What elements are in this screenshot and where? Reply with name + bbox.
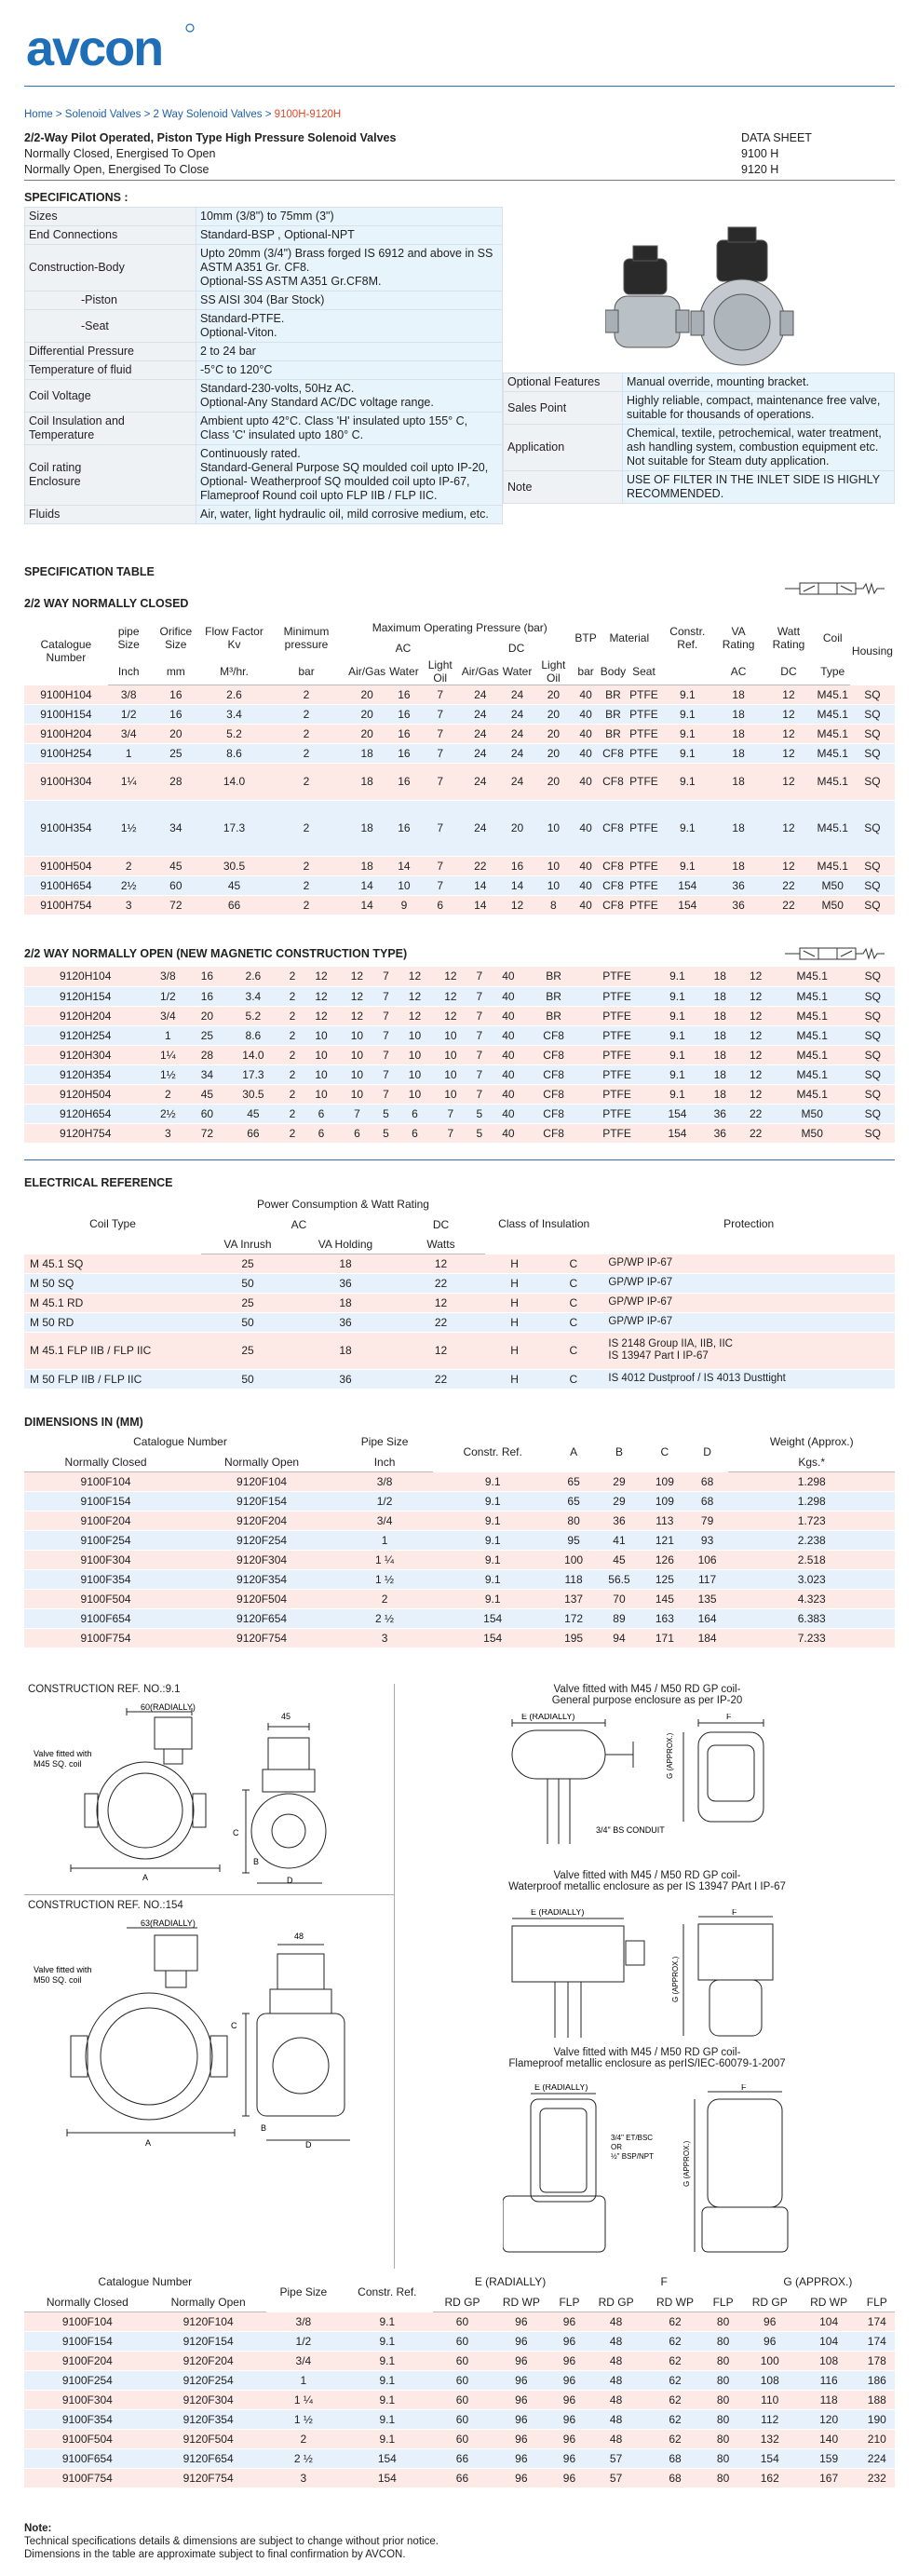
gp-g-approx: G (APPROX.) bbox=[666, 1732, 674, 1779]
fp-g-approx: G (APPROX.) bbox=[682, 2140, 691, 2187]
spec-key: Sizes bbox=[25, 208, 196, 226]
spec-key: Application bbox=[504, 425, 623, 471]
table-row: 9100H754 3 72 66 2 14 9 6 14 12 8 40 CF8 PTFE 154 36 22 M50 SQ bbox=[24, 895, 895, 915]
valve-fitted-m45-coil: M45 SQ. coil bbox=[34, 1759, 82, 1769]
spec-value: Manual override, mounting bracket. bbox=[623, 373, 895, 392]
spec-row bbox=[25, 380, 503, 413]
table-row: 9100H504 2 45 30.5 2 18 14 7 22 16 10 40 CF8 PTFE 9.1 18 12 M45.1 SQ bbox=[24, 856, 895, 875]
normally-open-table bbox=[24, 967, 895, 1144]
breadcrumb-two-way[interactable]: 2 Way Solenoid Valves bbox=[153, 109, 263, 120]
breadcrumb-home[interactable]: Home bbox=[24, 109, 53, 120]
header-divider bbox=[24, 86, 895, 87]
no-valve-symbol-icon bbox=[783, 944, 895, 963]
spec-value: 10mm (3/8") to 75mm (3") bbox=[196, 208, 503, 226]
spec-value: Chemical, textile, petrochemical, water treatment, ash handling system, combustion equipment etc. Not suitable for Steam duty application. bbox=[623, 425, 895, 471]
nc-heading: 2/2 WAY NORMALLY CLOSED bbox=[24, 597, 189, 610]
dimensions-table: Catalogue Number Pipe Size Constr. Ref. A B C D Weight (Approx.) Normally Closed Normally Open Inch Kgs.* 9100F104 9120F104 3/8 9.1 65 29 109 68 1.298 9100F154 9120F154 1/2 9.1 65 29 109 68 1.298 9100F204 9120F204 3/4 9.1 80 36 113 79 1.723 9100F254 9120F254 1 9.1 95 41 121 93 2.238 9100F304 9120F304 1 ¼ 9.1 100 45 126 106 2.518 9100F354 9120F354 1 ½ 9.1 118 56.5 125 117 3.023 9100F504 9120F504 2 9.1 137 70 145 135 4.323 9100F654 9120F654 2 ½ 154 172 89 163 164 6.383 9100F754 9120F754 3 154 195 94 171 184 7.233 bbox=[24, 1432, 895, 1648]
table-row: 9100H204 3/4 20 5.2 2 20 16 7 24 24 20 40 BR PTFE 9.1 18 12 M45.1 SQ bbox=[24, 724, 895, 743]
spec-value: Upto 20mm (3/4") Brass forged IS 6912 and above in SS ASTM A351 Gr. CF8. Optional-SS ASTM A351 Gr.CF8M. bbox=[196, 245, 503, 291]
spec-key: Coil Insulation and Temperature bbox=[25, 413, 196, 445]
table-row: 9100F254 9120F254 1 9.1 60 96 96 48 62 80 108 116 186 bbox=[24, 2370, 895, 2390]
spec-key: Fluids bbox=[25, 506, 196, 524]
spec-key: -Seat bbox=[25, 310, 196, 343]
gp-coil-title: Valve fitted with M45 / M50 RD GP coil- General purpose enclosure as per IP-20 bbox=[551, 1684, 743, 1706]
valve-fitted-m50: Valve fitted with bbox=[34, 1965, 92, 1974]
spec-value: -5°C to 120°C bbox=[196, 361, 503, 380]
spec-key: Temperature of fluid bbox=[25, 361, 196, 380]
table-row: M 50 FLP IIB / FLP IIC 50 36 22 H C IS 4012 Dustproof / IS 4013 Dusttight bbox=[24, 1369, 895, 1389]
table-row: M 50 RD 50 36 22 H C GP/WP IP-67 bbox=[24, 1312, 895, 1332]
fp-bsp: ½" BSP/NPT bbox=[611, 2152, 654, 2161]
spec-value: Standard-PTFE. Optional-Viton. bbox=[196, 310, 503, 343]
gp-e-radially: E (RADIALLY) bbox=[521, 1714, 575, 1721]
gp-conduit: 3/4" BS CONDUIT bbox=[596, 1825, 665, 1835]
valve-fitted-m45: Valve fitted with bbox=[34, 1749, 92, 1758]
spec-key: Differential Pressure bbox=[25, 343, 196, 361]
dim-63-radially: 63(RADIALLY) bbox=[141, 1918, 196, 1928]
spec-row bbox=[25, 310, 503, 343]
table-row: 9100F654 9120F654 2 ½ 154 66 96 96 57 68 80 154 159 224 bbox=[24, 2448, 895, 2468]
spec-extra-row bbox=[504, 373, 895, 392]
dim-b-154: B bbox=[261, 2123, 267, 2133]
table-row: 9100F104 9120F104 3/8 9.1 60 96 96 48 62 80 96 104 174 bbox=[24, 2312, 895, 2331]
dim-c-91: C bbox=[233, 1828, 239, 1837]
table-row: 9100F204 9120F204 3/4 9.1 60 96 96 48 62 80 100 108 178 bbox=[24, 2351, 895, 2370]
rd-dimensions-table: Catalogue Number Pipe Size Constr. Ref. E (RADIALLY) F G (APPROX.) Normally Closed Normally Open RD GP RD WP FLP RD GP RD WP FLP RD GP RD WP FLP 9100F104 9120F104 3/8 9.1 60 96 96 48 62 80 96 104 174 9100F154 9120F154 1/2 9.1 60 96 96 48 62 80 96 104 174 9100F204 9120F204 3/4 9.1 60 96 96 48 62 80 100 108 178 9100F254 9120F254 1 9.1 60 96 96 48 62 80 108 116 186 9100F304 9120F304 1 ¼ 9.1 60 96 96 48 62 80 110 118 188 9100F354 9120F354 1 ½ 9.1 60 96 96 48 62 80 112 120 190 9100F504 9120F504 2 9.1 60 96 96 48 62 80 132 140 210 9100F654 9120F654 2 ½ 154 66 96 96 57 68 80 154 159 224 9100F754 9120F754 3 154 66 96 96 57 68 80 162 167 232 bbox=[24, 2272, 895, 2488]
table-row: 9100F354 9120F354 1 ½ 9.1 118 56.5 125 117 3.023 bbox=[24, 1569, 895, 1589]
spec-key: Sales Point bbox=[504, 392, 623, 425]
spec-value: 2 to 24 bar bbox=[196, 343, 503, 361]
table-row: 9100F504 9120F504 2 9.1 60 96 96 48 62 80 132 140 210 bbox=[24, 2429, 895, 2448]
dim-45: 45 bbox=[281, 1712, 291, 1721]
table-row: 9100F754 9120F754 3 154 195 94 171 184 7.233 bbox=[24, 1628, 895, 1647]
spec-value: Highly reliable, compact, maintenance free valve, suitable for thousands of operations. bbox=[623, 392, 895, 425]
gp-f: F bbox=[726, 1714, 732, 1721]
table-row: M 45.1 RD 25 18 12 H C GP/WP IP-67 bbox=[24, 1293, 895, 1312]
fp-et: 3/4" ET/BSC bbox=[611, 2134, 654, 2142]
spec-value: Standard-230-volts, 50Hz AC. Optional-Any Standard AC/DC voltage range. bbox=[196, 380, 503, 413]
fp-or: OR bbox=[611, 2143, 622, 2151]
breadcrumb-solenoid[interactable]: Solenoid Valves bbox=[64, 109, 142, 120]
table-row: 9100F104 9120F104 3/8 9.1 65 29 109 68 1.298 bbox=[24, 1471, 895, 1491]
fp-e-radially: E (RADIALLY) bbox=[534, 2084, 588, 2092]
dim-48: 48 bbox=[294, 1932, 304, 1941]
spec-heading: SPECIFICATIONS : bbox=[24, 191, 128, 204]
valve-fitted-m50-coil: M50 SQ. coil bbox=[34, 1975, 82, 1985]
table-row: 9100F304 9120F304 1 ¼ 9.1 100 45 126 106 2.518 bbox=[24, 1550, 895, 1569]
wp-e-radially: E (RADIALLY) bbox=[531, 1909, 585, 1917]
construction-ref-154: CONSTRUCTION REF. NO.:154 bbox=[28, 1900, 183, 1911]
wp-f: F bbox=[732, 1909, 737, 1917]
fp-coil-title: Valve fitted with M45 / M50 RD GP coil- Flameproof metallic enclosure as perIS/IEC-60079-1-2007 bbox=[508, 2047, 786, 2069]
table-row: 9120H304 1¼ 28 14.0 2 10 10 7 10 10 7 40 CF8 PTFE 9.1 18 12 M45.1 SQ bbox=[24, 1045, 895, 1064]
specifications-table bbox=[24, 207, 503, 524]
valve-product-photo bbox=[605, 222, 810, 371]
spec-extra-row bbox=[504, 392, 895, 425]
spec-table-heading: SPECIFICATION TABLE bbox=[24, 565, 155, 578]
table-row: 9120H154 1/2 16 3.4 2 12 12 7 12 12 7 40 BR PTFE 9.1 18 12 M45.1 SQ bbox=[24, 986, 895, 1006]
spec-row bbox=[25, 361, 503, 380]
fp-enclosure-drawing bbox=[503, 2084, 801, 2271]
spec-row bbox=[25, 208, 503, 226]
table-row: 9100F154 9120F154 1/2 9.1 65 29 109 68 1.298 bbox=[24, 1491, 895, 1511]
spec-value: Ambient upto 42°C. Class 'H' insulated upto 155° C, Class 'C' insulated upto 180° C. bbox=[196, 413, 503, 445]
table-row: 9100H154 1/2 16 3.4 2 20 16 7 24 24 20 40 BR PTFE 9.1 18 12 M45.1 SQ bbox=[24, 704, 895, 724]
spec-row bbox=[25, 413, 503, 445]
construction-ref-91: CONSTRUCTION REF. NO.:9.1 bbox=[28, 1684, 181, 1695]
datasheet-label: DATA SHEET bbox=[741, 131, 812, 144]
dim-b-91: B bbox=[253, 1857, 260, 1866]
construction-154-drawing bbox=[34, 1917, 387, 2149]
elec-heading: ELECTRICAL REFERENCE bbox=[24, 1176, 173, 1189]
dim-c-154: C bbox=[231, 2021, 237, 2030]
table-row: 9100F204 9120F204 3/4 9.1 80 36 113 79 1.723 bbox=[24, 1511, 895, 1530]
table-row: M 45.1 SQ 25 18 12 H C GP/WP IP-67 bbox=[24, 1254, 895, 1273]
table-row: 9100H254 1 25 8.6 2 18 16 7 24 24 20 40 CF8 PTFE 9.1 18 12 M45.1 SQ bbox=[24, 743, 895, 763]
table-row: 9100F154 9120F154 1/2 9.1 60 96 96 48 62 80 96 104 174 bbox=[24, 2331, 895, 2351]
table-row: 9100F654 9120F654 2 ½ 154 172 89 163 164 6.383 bbox=[24, 1608, 895, 1628]
table-row: 9120H104 3/8 16 2.6 2 12 12 7 12 12 7 40 BR PTFE 9.1 18 12 M45.1 SQ bbox=[24, 967, 895, 986]
spec-extra-row bbox=[504, 471, 895, 504]
fp-f: F bbox=[741, 2084, 747, 2092]
nc-subtitle: Normally Closed, Energised To Open bbox=[24, 147, 216, 160]
spec-row bbox=[25, 445, 503, 506]
spec-key: Coil Voltage bbox=[25, 380, 196, 413]
dim-d-91: D bbox=[287, 1876, 293, 1885]
dim-a-91: A bbox=[142, 1873, 149, 1882]
spec-key: Construction-Body bbox=[25, 245, 196, 291]
table-row: 9100F354 9120F354 1 ½ 9.1 60 96 96 48 62 80 112 120 190 bbox=[24, 2409, 895, 2429]
dim-60-radially: 60(RADIALLY) bbox=[141, 1702, 196, 1712]
table-row: 9120H204 3/4 20 5.2 2 12 12 7 12 12 7 40 BR PTFE 9.1 18 12 M45.1 SQ bbox=[24, 1006, 895, 1025]
spec-key: -Piston bbox=[25, 291, 196, 310]
table-row: 9100H354 1½ 34 17.3 2 18 16 7 24 20 10 40 CF8 PTFE 9.1 18 12 M45.1 SQ bbox=[24, 800, 895, 856]
specifications-extra-table bbox=[503, 373, 895, 504]
spec-key: Coil rating Enclosure bbox=[25, 445, 196, 506]
no-heading: 2/2 WAY NORMALLY OPEN (NEW MAGNETIC CONSTRUCTION TYPE) bbox=[24, 947, 408, 960]
spec-key: Note bbox=[504, 471, 623, 504]
breadcrumb: Home > Solenoid Valves > 2 Way Solenoid Valves > 9100H-9120H bbox=[24, 109, 342, 120]
table-row: 9100F254 9120F254 1 9.1 95 41 121 93 2.238 bbox=[24, 1530, 895, 1550]
page-title: 2/2-Way Pilot Operated, Piston Type High Pressure Solenoid Valves bbox=[24, 131, 397, 144]
spec-row bbox=[25, 506, 503, 524]
table-row: 9100H654 2½ 60 45 2 14 10 7 14 14 10 40 CF8 PTFE 154 36 22 M50 SQ bbox=[24, 875, 895, 895]
table-row: 9120H254 1 25 8.6 2 10 10 7 10 10 7 40 CF8 PTFE 9.1 18 12 M45.1 SQ bbox=[24, 1025, 895, 1045]
spec-value: Air, water, light hydraulic oil, mild corrosive medium, etc. bbox=[196, 506, 503, 524]
title-block bbox=[24, 130, 895, 178]
spec-value: SS AISI 304 (Bar Stock) bbox=[196, 291, 503, 310]
spec-key: End Connections bbox=[25, 226, 196, 245]
table-row: 9120H754 3 72 66 2 6 6 5 6 7 5 40 CF8 PTFE 154 36 22 M50 SQ bbox=[24, 1123, 895, 1143]
spec-value: USE OF FILTER IN THE INLET SIDE IS HIGHLY RECOMMENDED. bbox=[623, 471, 895, 504]
avcon-logo bbox=[24, 19, 201, 76]
table-row: 9100H104 3/8 16 2.6 2 20 16 7 24 24 20 40 BR PTFE 9.1 18 12 M45.1 SQ bbox=[24, 685, 895, 704]
no-subtitle: Normally Open, Energised To Close bbox=[24, 163, 209, 176]
breadcrumb-current: 9100H-9120H bbox=[274, 109, 342, 120]
spec-extra-row bbox=[504, 425, 895, 471]
wp-g-approx: G (APPROX.) bbox=[671, 1956, 680, 2002]
construction-91-drawing bbox=[34, 1701, 387, 1887]
spec-row bbox=[25, 226, 503, 245]
table-row: 9120H354 1½ 34 17.3 2 10 10 7 10 10 7 40 CF8 PTFE 9.1 18 12 M45.1 SQ bbox=[24, 1064, 895, 1084]
table-row: 9100F504 9120F504 2 9.1 137 70 145 135 4.323 bbox=[24, 1589, 895, 1608]
table-row: 9100F304 9120F304 1 ¼ 9.1 60 96 96 48 62 80 110 118 188 bbox=[24, 2390, 895, 2409]
table-row: 9100F754 9120F754 3 154 66 96 96 57 68 80 162 167 232 bbox=[24, 2468, 895, 2488]
table-row: 9100H304 1¼ 28 14.0 2 18 16 7 24 24 20 40 CF8 PTFE 9.1 18 12 M45.1 SQ bbox=[24, 763, 895, 800]
dim-heading: DIMENSIONS IN (MM) bbox=[24, 1416, 143, 1429]
spec-value: Standard-BSP , Optional-NPT bbox=[196, 226, 503, 245]
dim-d-154: D bbox=[305, 2140, 312, 2149]
normally-closed-table: Catalogue Number pipe Size Orifice Size Flow Factor Kv Minimum pressure Maximum Operating Pressure (bar) BTP Material Constr. Ref. VA Rating Watt Rating Coil Housing AC DC Inch mm M³/hr. bar Air/Gas Water Light Oil Air/Gas Water Light Oil bar Body Seat AC DC Type 9100H104 3/8 16 2.6 2 20 16 7 24 24 20 40 BR PTFE 9.1 18 12 M45.1 SQ 9100H154 1/2 16 3.4 2 20 16 7 24 24 20 40 BR PTFE 9.1 18 12 M45.1 SQ 9100H204 3/4 20 5.2 2 20 16 7 24 24 20 40 BR PTFE 9.1 18 12 M45.1 SQ 9100H254 1 25 8.6 2 18 16 7 24 24 20 40 CF8 PTFE 9.1 18 12 M45.1 SQ 9100H304 1¼ 28 14.0 2 18 16 7 24 24 20 40 CF8 PTFE 9.1 18 12 M45.1 SQ 9100H354 1½ 34 17.3 2 18 16 7 24 20 10 40 CF8 PTFE 9.1 18 12 M45.1 SQ 9100H504 2 45 30.5 2 18 14 7 22 16 10 40 CF8 PTFE 9.1 18 12 M45.1 SQ 9100H654 2½ 60 45 2 14 10 7 14 14 10 40 CF8 PTFE 154 36 22 M50 SQ 9100H754 3 72 66 2 14 9 6 14 12 8 40 CF8 PTFE 154 36 22 M50 SQ bbox=[24, 618, 895, 915]
spec-row bbox=[25, 343, 503, 361]
table-row: 9120H504 2 45 30.5 2 10 10 7 10 10 7 40 CF8 PTFE 9.1 18 12 M45.1 SQ bbox=[24, 1084, 895, 1104]
nc-series: 9100 H bbox=[741, 147, 779, 160]
spec-row bbox=[25, 245, 503, 291]
spec-value: Continuously rated. Standard-General Purpose SQ moulded coil upto IP-20, Optional- Weatherproof SQ moulded coil upto IP-67, Flameproof Round coil upto FLP IIB / FLP IIC. bbox=[196, 445, 503, 506]
footer-note: Note: Technical specifications details & dimensions are subject to change without prior notice. Dimensions in the table are approximate subject to final confirmation by AVCON. bbox=[24, 2523, 439, 2560]
table-row: M 50 SQ 50 36 22 H C GP/WP IP-67 bbox=[24, 1273, 895, 1293]
dim-a-154: A bbox=[145, 2138, 152, 2148]
wp-coil-title: Valve fitted with M45 / M50 RD GP coil- Waterproof metallic enclosure as per IS 13947 PArt I IP-67 bbox=[508, 1870, 786, 1892]
spec-row bbox=[25, 291, 503, 310]
no-series: 9120 H bbox=[741, 163, 779, 176]
logo-text: avcon bbox=[26, 20, 163, 76]
table-row: 9120H654 2½ 60 45 2 6 7 5 6 7 5 40 CF8 PTFE 154 36 22 M50 SQ bbox=[24, 1104, 895, 1123]
electrical-reference-table: Coil Type Power Consumption & Watt Rating Class of Insulation Protection AC DC VA Inrush VA Holding Watts M 45.1 SQ 25 18 12 H C GP/WP IP-67 M 50 SQ 50 36 22 H C GP/WP IP-67 M 45.1 RD 25 18 12 H C GP/WP IP-67 M 50 RD 50 36 22 H C GP/WP IP-67 M 45.1 FLP IIB / FLP IIC 25 18 12 H C IS 2148 Group IIA, IIB, IIC IS 13947 Part I IP-67 M 50 FLP IIB / FLP IIC 50 36 22 H C IS 4012 Dustproof / IS 4013 Dusttight bbox=[24, 1195, 895, 1390]
table-row: M 45.1 FLP IIB / FLP IIC 25 18 12 H C IS 2148 Group IIA, IIB, IIC IS 13947 Part I IP-67 bbox=[24, 1332, 895, 1369]
spec-key: Optional Features bbox=[504, 373, 623, 392]
nc-valve-symbol-icon bbox=[783, 579, 895, 598]
wp-enclosure-drawing bbox=[503, 1909, 801, 2049]
gp-enclosure-drawing bbox=[503, 1714, 801, 1853]
